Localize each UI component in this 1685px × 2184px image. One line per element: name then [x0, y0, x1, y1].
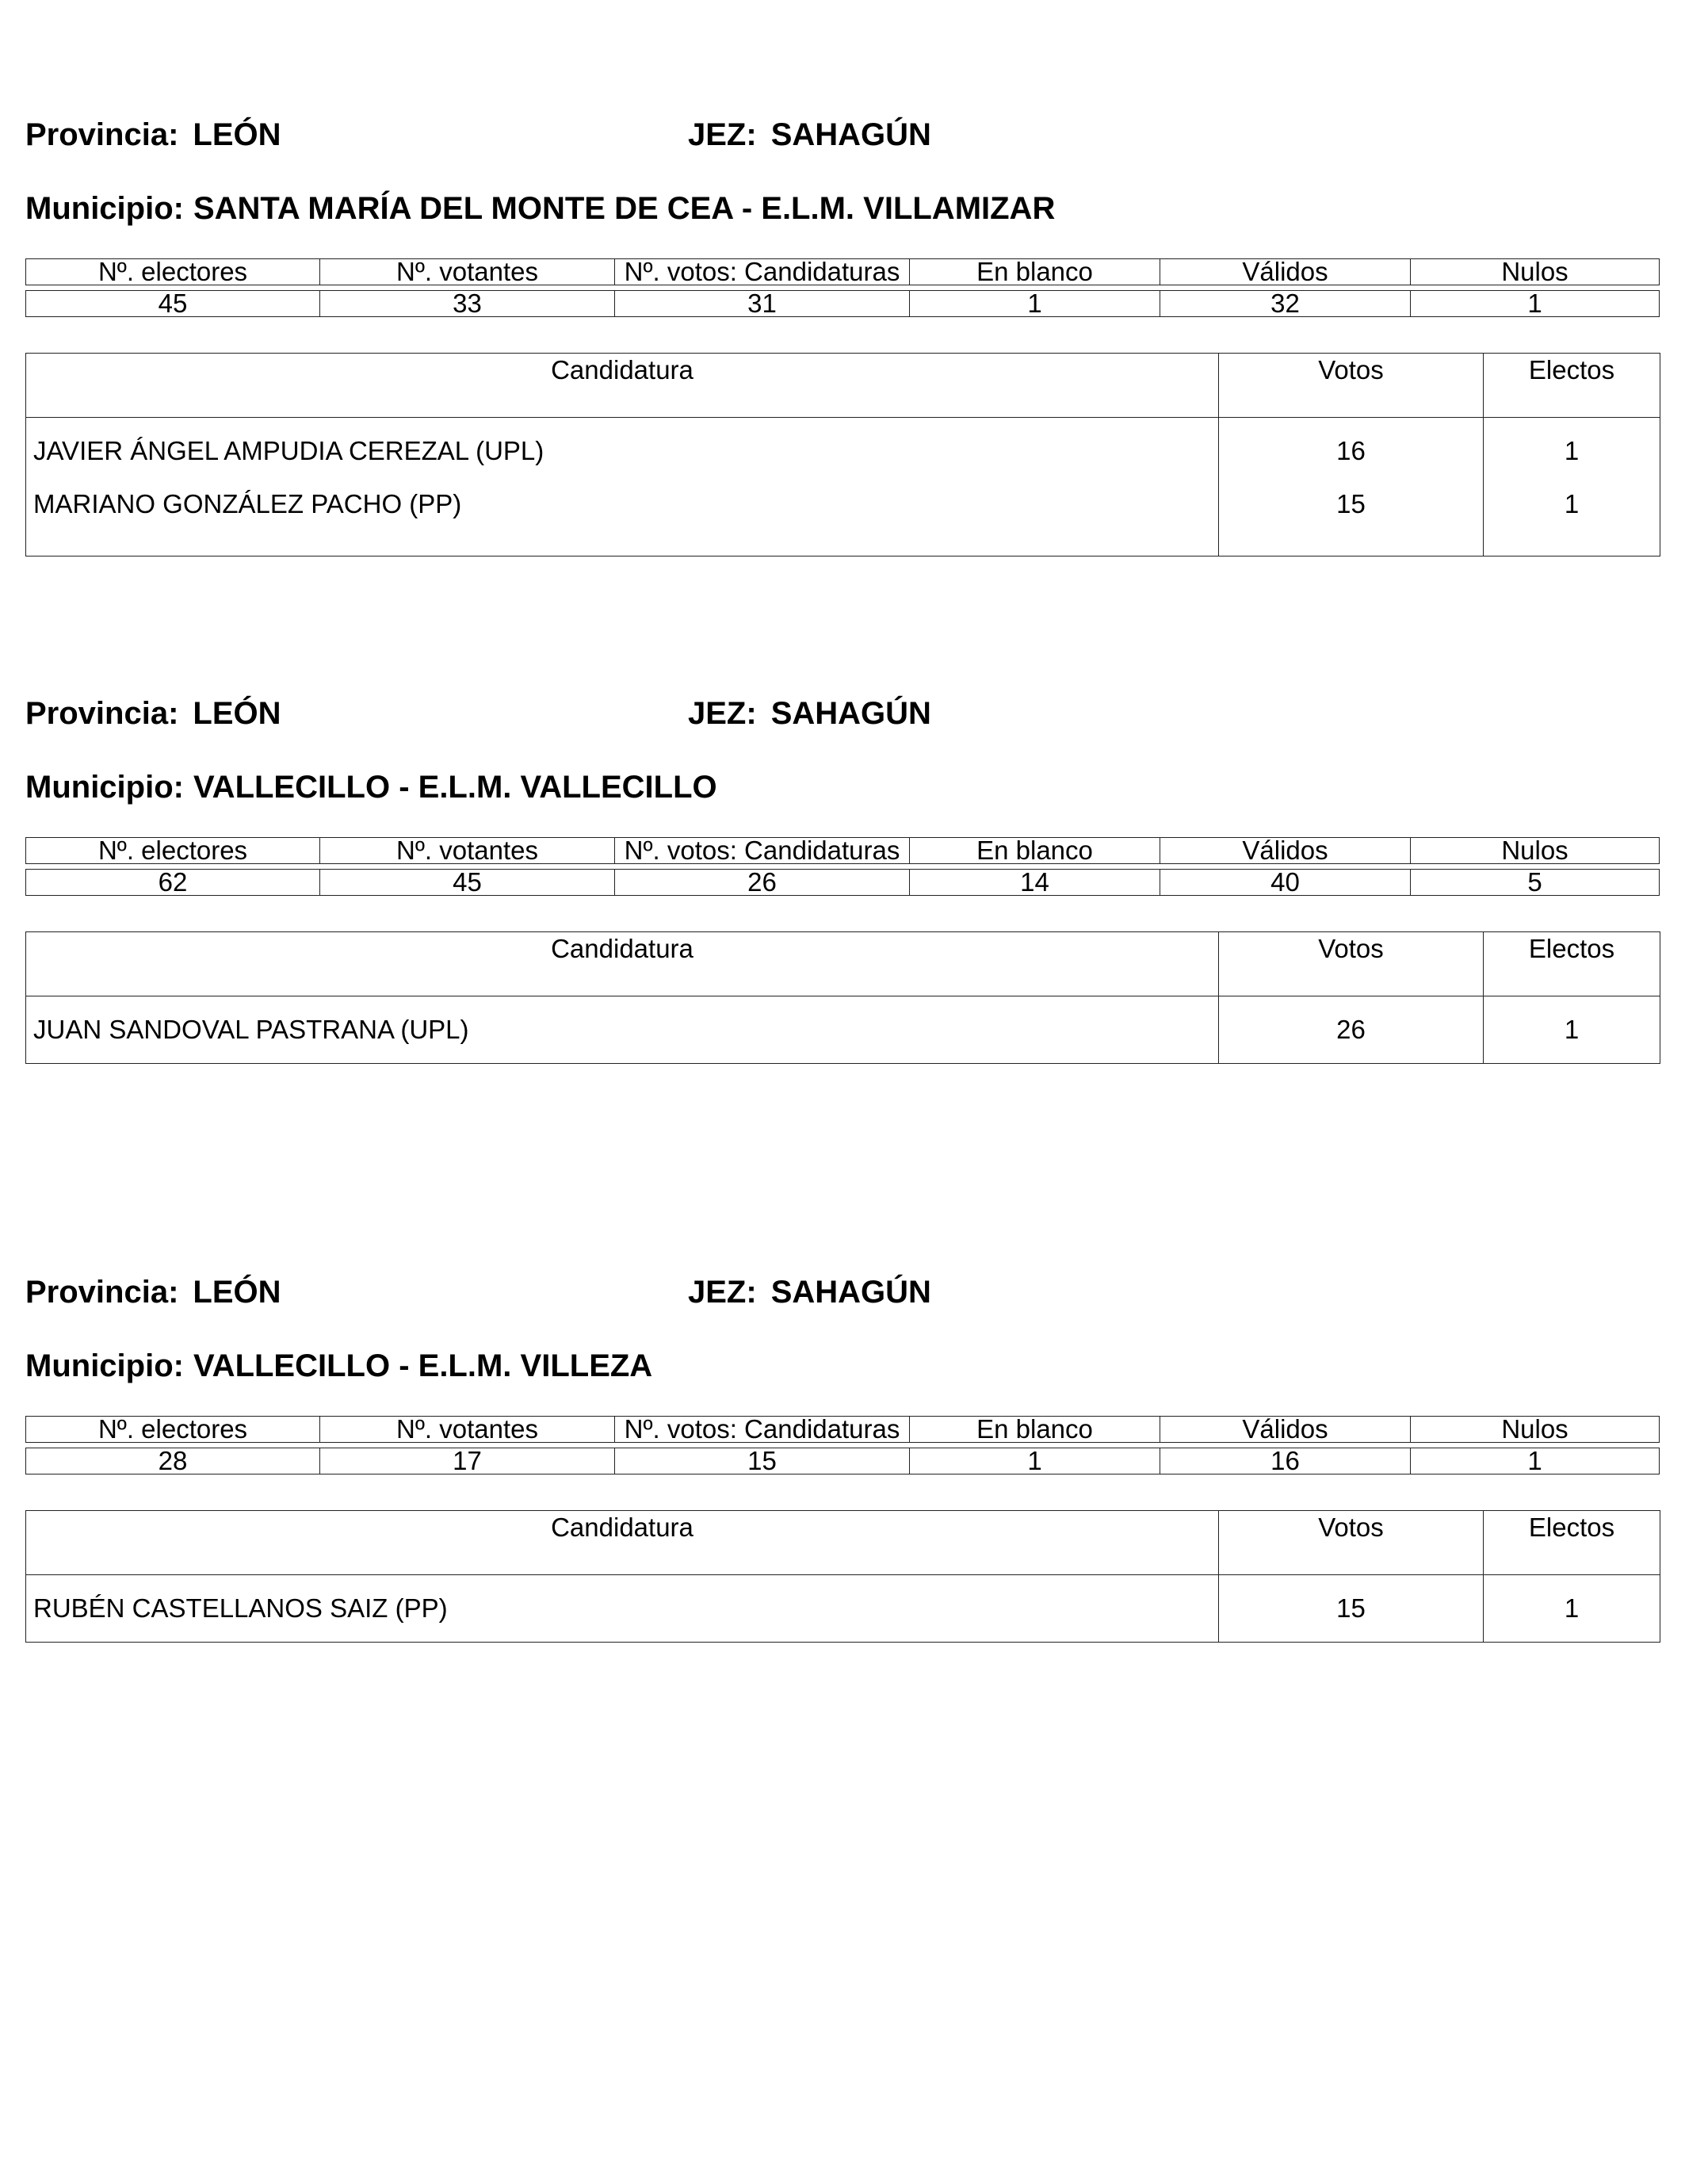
stats-value-cell: 33 — [320, 290, 615, 317]
candidate-name: JUAN SANDOVAL PASTRANA (UPL) — [26, 996, 1219, 1064]
candidatura-header: Candidatura — [26, 1511, 1219, 1575]
stats-header-cell: En blanco — [910, 1416, 1160, 1443]
stats-header-cell: Nulos — [1411, 1416, 1660, 1443]
stats-value-cell: 28 — [25, 1448, 320, 1474]
stats-value-cell: 62 — [25, 869, 320, 896]
stats-header-row — [25, 258, 1660, 285]
stats-header-cell: Nº. electores — [25, 258, 320, 285]
stats-header-cell: Nº. electores — [25, 837, 320, 864]
candidate-row — [26, 1575, 1660, 1643]
candidate-name: JAVIER ÁNGEL AMPUDIA CEREZAL (UPL) — [26, 418, 1219, 485]
stats-header-cell: Nº. votantes — [320, 1416, 615, 1443]
electos-header: Electos — [1484, 354, 1660, 418]
stats-header-cell: Válidos — [1160, 258, 1411, 285]
stats-value-cell: 15 — [615, 1448, 910, 1474]
provincia-label: Provincia: — [25, 117, 179, 152]
stats-table — [25, 832, 1660, 901]
stats-value-cell: 5 — [1411, 869, 1660, 896]
candidate-votos: 16 — [1219, 418, 1484, 485]
stats-header-cell: Válidos — [1160, 837, 1411, 864]
provincia-label: Provincia: — [25, 696, 179, 731]
provincia-value: LEÓN — [193, 696, 281, 731]
jez-value: SAHAGÚN — [770, 117, 931, 152]
municipio-label: Municipio: — [25, 1348, 184, 1383]
stats-header-cell: Válidos — [1160, 1416, 1411, 1443]
jez-value: SAHAGÚN — [770, 1275, 931, 1310]
municipio-value: VALLECILLO - E.L.M. VALLECILLO — [193, 770, 717, 805]
candidate-name: MARIANO GONZÁLEZ PACHO (PP) — [26, 484, 1219, 557]
jez-heading — [688, 698, 931, 729]
stats-value-cell: 1 — [910, 290, 1160, 317]
stats-header-cell: En blanco — [910, 258, 1160, 285]
candidatura-header: Candidatura — [26, 932, 1219, 996]
candidatura-header: Candidatura — [26, 354, 1219, 418]
municipio-value: SANTA MARÍA DEL MONTE DE CEA - E.L.M. VILLAMIZAR — [193, 191, 1056, 226]
candidate-name: RUBÉN CASTELLANOS SAIZ (PP) — [26, 1575, 1219, 1643]
electos-header: Electos — [1484, 1511, 1660, 1575]
stats-value-cell: 16 — [1160, 1448, 1411, 1474]
candidate-electos: 1 — [1484, 996, 1660, 1064]
provincia-value: LEÓN — [193, 117, 281, 152]
stats-header-cell: Nulos — [1411, 258, 1660, 285]
candidates-header-row — [26, 1511, 1660, 1575]
candidates-table — [25, 1510, 1660, 1643]
stats-value-cell: 45 — [320, 869, 615, 896]
stats-header-cell: Nº. votantes — [320, 258, 615, 285]
stats-value-cell: 1 — [1411, 1448, 1660, 1474]
stats-value-cell: 1 — [1411, 290, 1660, 317]
candidate-electos: 1 — [1484, 418, 1660, 485]
stats-header-cell: En blanco — [910, 837, 1160, 864]
jez-value: SAHAGÚN — [770, 696, 931, 731]
candidate-votos: 26 — [1219, 996, 1484, 1064]
stats-value-cell: 32 — [1160, 290, 1411, 317]
electos-header: Electos — [1484, 932, 1660, 996]
municipio-heading — [25, 1350, 652, 1382]
stats-header-cell: Nº. votos: Candidaturas — [615, 837, 910, 864]
provincia-heading — [25, 698, 281, 729]
provincia-heading — [25, 1276, 281, 1308]
stats-header-cell: Nº. votantes — [320, 837, 615, 864]
candidates-table — [25, 931, 1660, 1064]
stats-value-cell: 31 — [615, 290, 910, 317]
stats-header-cell: Nº. votos: Candidaturas — [615, 258, 910, 285]
stats-header-cell: Nulos — [1411, 837, 1660, 864]
municipio-heading — [25, 193, 1055, 224]
candidates-header-row — [26, 932, 1660, 996]
candidate-row — [26, 418, 1660, 485]
candidate-electos: 1 — [1484, 484, 1660, 557]
municipio-label: Municipio: — [25, 770, 184, 805]
provincia-heading — [25, 119, 281, 151]
provincia-label: Provincia: — [25, 1275, 179, 1310]
jez-label: JEZ: — [688, 696, 757, 731]
stats-value-cell: 26 — [615, 869, 910, 896]
candidate-electos: 1 — [1484, 1575, 1660, 1643]
stats-table — [25, 1411, 1660, 1479]
jez-label: JEZ: — [688, 117, 757, 152]
stats-value-cell: 40 — [1160, 869, 1411, 896]
stats-value-cell: 14 — [910, 869, 1160, 896]
stats-header-cell: Nº. electores — [25, 1416, 320, 1443]
stats-value-cell: 1 — [910, 1448, 1160, 1474]
candidates-header-row — [26, 354, 1660, 418]
stats-header-row — [25, 837, 1660, 864]
jez-label: JEZ: — [688, 1275, 757, 1310]
stats-value-cell: 17 — [320, 1448, 615, 1474]
votos-header: Votos — [1219, 932, 1484, 996]
stats-value-cell: 45 — [25, 290, 320, 317]
votos-header: Votos — [1219, 1511, 1484, 1575]
stats-header-cell: Nº. votos: Candidaturas — [615, 1416, 910, 1443]
stats-header-row — [25, 1416, 1660, 1443]
candidate-votos: 15 — [1219, 1575, 1484, 1643]
votos-header: Votos — [1219, 354, 1484, 418]
municipio-heading — [25, 771, 717, 803]
candidate-row — [26, 484, 1660, 557]
jez-heading — [688, 1276, 931, 1308]
stats-value-row — [25, 869, 1660, 896]
provincia-value: LEÓN — [193, 1275, 281, 1310]
jez-heading — [688, 119, 931, 151]
municipio-label: Municipio: — [25, 191, 184, 226]
candidates-table — [25, 353, 1660, 557]
candidate-votos: 15 — [1219, 484, 1484, 557]
stats-value-row — [25, 1448, 1660, 1474]
municipio-value: VALLECILLO - E.L.M. VILLEZA — [193, 1348, 653, 1383]
stats-value-row — [25, 290, 1660, 317]
candidate-row — [26, 996, 1660, 1064]
stats-table — [25, 254, 1660, 322]
